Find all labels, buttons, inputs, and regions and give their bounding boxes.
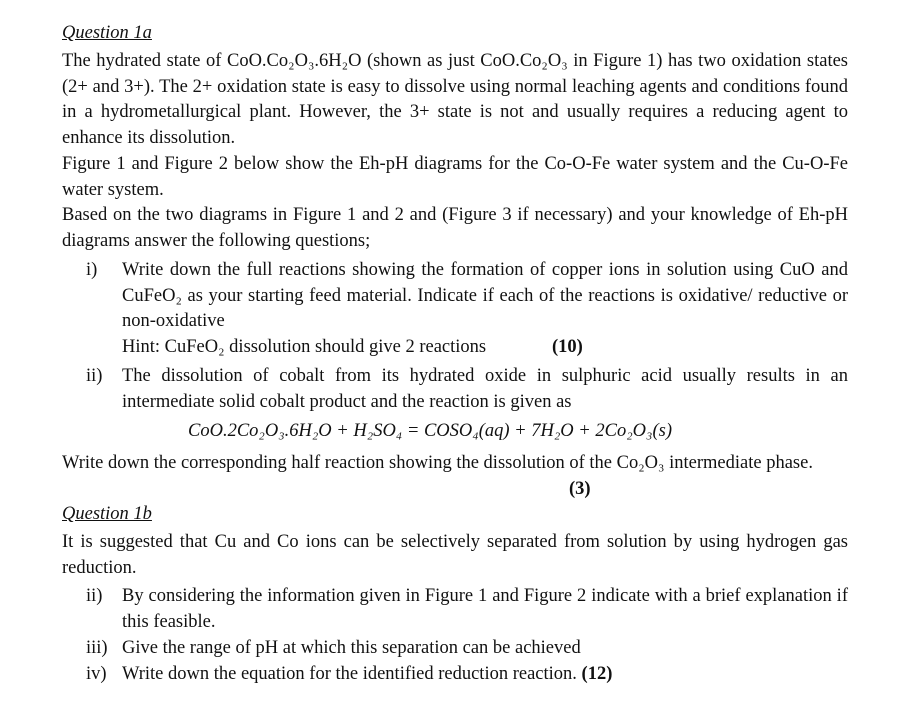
item-number: iv) — [86, 664, 107, 684]
half-reaction-text: Write down the corresponding half reaction showing the dissolution of the Co₂O₃ intermediate phase. — [62, 453, 813, 473]
q1a-instructions-text: Based on the two diagrams in Figure 1 and 2 and (Figure 3 if necessary) and your knowledge of Eh-pH diagrams answer the following questions; — [62, 205, 848, 251]
item-number: ii) — [86, 586, 103, 606]
item-i-marks: (10) — [552, 337, 583, 357]
item-number: ii) — [86, 366, 103, 386]
q1a-item-ii — [86, 364, 848, 415]
item-i-text: Write down the full reactions showing the formation of copper ions in solution using CuO and CuFeO₂ as your starting feed material. Indicate if each of the reactions is oxidative/ reductive or non-oxidative — [122, 260, 848, 331]
q1a-figures-text: Figure 1 and Figure 2 below show the Eh-pH diagrams for the Co-O-Fe water system and the Cu-O-Fe water system. — [62, 154, 848, 200]
q1b-paragraph-intro — [62, 530, 848, 581]
question-1a-heading: Question 1a — [62, 23, 152, 43]
q1b-item-ii-text: By considering the information given in Figure 1 and Figure 2 indicate with a brief explanation if this feasible. — [122, 586, 848, 632]
reaction-equation: CoO.2Co₂O₃.6H₂O + H₂SO₄ = COSO₄(aq) + 7H₂O + 2Co₂O₃(s) — [188, 421, 672, 441]
q1a-paragraph-intro — [62, 49, 848, 151]
item-ii-text: The dissolution of cobalt from its hydrated oxide in sulphuric acid usually results in an intermediate solid cobalt product and the reaction is given as — [122, 366, 848, 412]
q1b-item-iv-text: Write down the equation for the identified reduction reaction. — [122, 664, 577, 684]
q1b-item-iii-text: Give the range of pH at which this separation can be achieved — [122, 638, 581, 658]
item-i-hint: Hint: CuFeO₂ dissolution should give 2 reactions — [122, 337, 487, 357]
q1a-paragraph-figures — [62, 152, 848, 203]
q1a-paragraph-instructions — [62, 203, 848, 254]
item-number: iii) — [86, 638, 108, 658]
q1a-item-i — [86, 258, 848, 335]
q1b-item-iii — [86, 636, 848, 662]
item-number: i) — [86, 260, 98, 280]
q1b-item-ii — [86, 584, 848, 635]
half-reaction-marks: (3) — [569, 479, 591, 499]
q1b-marks: (12) — [581, 664, 613, 684]
q1b-item-iv — [86, 662, 848, 688]
q1a-intro-text: The hydrated state of CoO.Co₂O₃.6H₂O (shown as just CoO.Co₂O₃ in Figure 1) has two oxidation states (2+ and 3+). The 2+ oxidation state is easy to dissolve using normal leaching agents and conditions found in a hydrometallurgical plant. However, the 3+ state is not and usually requires a reducing agent to enhance its dissolution. — [62, 51, 848, 148]
question-1b-heading: Question 1b — [62, 504, 152, 524]
q1a-half-reaction-question — [62, 451, 848, 477]
q1b-intro-text: It is suggested that Cu and Co ions can be selectively separated from solution by using hydrogen gas reduction. — [62, 532, 848, 578]
